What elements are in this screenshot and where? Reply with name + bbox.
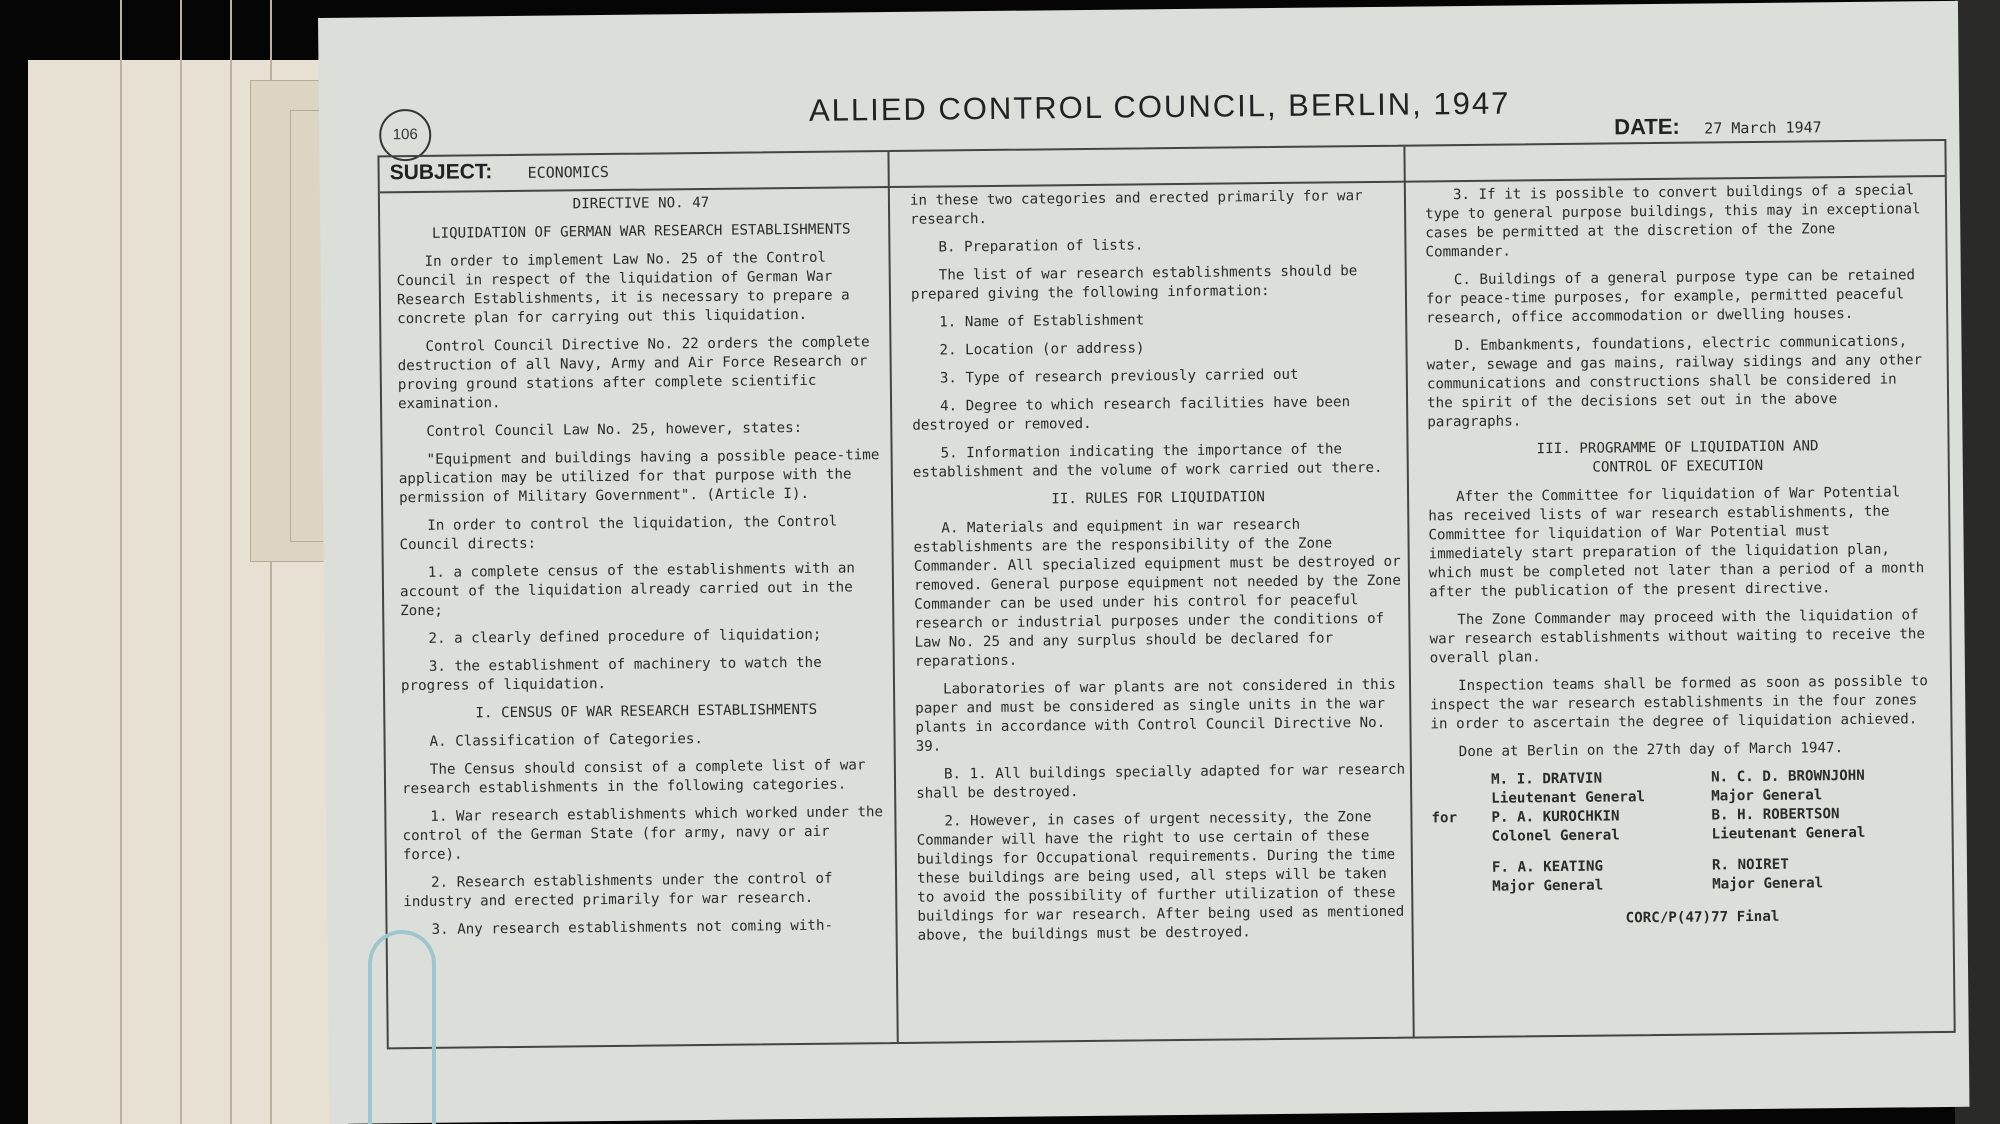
paragraph: Inspection teams shall be formed as soon as possible to inspect the war research establishments in the four zones in order to ascertain the degree of liquidation achieved. [1430, 673, 1928, 733]
signatory-rank: Major General [1711, 787, 1823, 805]
section-heading: I. CENSUS OF WAR RESEARCH ESTABLISHMENTS [475, 701, 818, 722]
paragraph: C. Buildings of a general purpose type can be retained for peace-time purposes, for example, permitted peaceful research, office accommodation or dwelling houses. [1425, 267, 1916, 327]
content-frame [377, 139, 1955, 1049]
quotation: "Equipment and buildings having a possible peace-time application may be utilized for that purpose with the permission of Military Government". (Article I). [398, 447, 880, 507]
paragraph: D. Embankments, foundations, electric communications, water, sewage and gas mains, railway sidings and any other communications and constructions shall be considered in the spirit of the decisions set out in the above paragraphs. [1426, 333, 1923, 431]
list-item: 3. Type of research previously carried out [939, 366, 1299, 387]
document-reference: CORC/P(47)77 Final [1625, 908, 1780, 927]
paragraph: in these two categories and erected primarily for war research. [909, 188, 1363, 228]
column-2 [910, 187, 1408, 955]
paragraph: B. 1. All buildings specially adapted for war research shall be destroyed. [916, 761, 1406, 802]
page-edge [180, 0, 182, 1124]
subject-value: ECONOMICS [527, 162, 610, 182]
paragraph: 3. If it is possible to convert buildings of a special type to general purpose buildings, this may in exceptional cases be permitted at the discretion of the Zone Commander. [1425, 182, 1921, 261]
section-heading: II. RULES FOR LIQUIDATION [1051, 489, 1265, 508]
list-item: 3. Any research establishments not coming with- [431, 917, 834, 938]
directive-number: DIRECTIVE NO. 47 [572, 194, 710, 213]
paragraph: In order to control the liquidation, the Control Council directs: [399, 513, 838, 554]
signature-block [1431, 766, 1932, 897]
date-value: 27 March 1947 [1704, 118, 1822, 138]
signatory-rank: Major General [1712, 875, 1824, 893]
signatory-rank: Lieutenant General [1711, 824, 1866, 843]
list-item: 5. Information indicating the importance of the establishment and the volume of work carried out there. [912, 441, 1383, 481]
paragraph: Laboratories of war plants are not considered in this paper and must be considered as single units in the war plants in accordance with Control Council Directive No. 39. [915, 676, 1396, 755]
list-item: 1. a complete census of the establishments with an account of the liquidation already carried out in the Zone; [399, 560, 855, 620]
list-item: 2. Research establishments under the control of industry and erected primarily for war research. [403, 870, 833, 911]
signatory-rank: Colonel General [1491, 827, 1620, 845]
page-number: 106 [379, 109, 432, 162]
directive-heading: LIQUIDATION OF GERMAN WAR RESEARCH ESTABLISHMENTS [431, 221, 851, 242]
signatory-name: N. C. D. BROWNJOHN [1710, 767, 1865, 786]
signatory-name: B. H. ROBERTSON [1711, 806, 1840, 824]
signatory-rank: Major General [1492, 877, 1604, 895]
subsection-heading: A. Classification of Categories. [429, 731, 703, 750]
list-item: 4. Degree to which research facilities have been destroyed or removed. [912, 394, 1351, 434]
paragraph: Control Council Directive No. 22 orders the complete destruction of all Navy, Army and Air Force Research or proving ground stations after complete scientific examination. [397, 334, 870, 413]
paragraph: Control Council Law No. 25, however, states: [426, 419, 803, 440]
column-3 [1425, 181, 1933, 930]
list-item: 2. Location (or address) [939, 340, 1145, 359]
column-1 [396, 192, 894, 949]
paragraph: In order to implement Law No. 25 of the Control Council in respect of the liquidation of German War Research Establishments, it is necessary to prepare a concrete plan for carrying out this liquidation. [396, 249, 850, 328]
signatory-name: M. I. DRATVIN [1490, 770, 1603, 788]
paragraph: 2. However, in cases of urgent necessity, the Zone Commander will have the right to use certain of these buildings for Occupational requirements. During the time these buildings are being used, all steps will be taken to avoid the possibility of further utilization of these buildings for war research. After being used as mentioned above, the buildings must be destroyed. [916, 809, 1405, 944]
page-title: ALLIED CONTROL COUNCIL, BERLIN, 1947 [808, 85, 1511, 128]
page-edge [120, 0, 122, 1124]
paragraph: The list of war research establishments should be prepared giving the following information: [910, 263, 1358, 303]
signatory-name: R. NOIRET [1711, 856, 1789, 874]
signatory-rank: Lieutenant General [1491, 789, 1646, 807]
paragraph: After the Committee for liquidation of War Potential has received lists of war research establishments, the Committee for liquidation of War Potential must immediately start preparation of the liquidation plan, which must be completed not later than a period of a month after the publication of the present directive. [1428, 484, 1925, 601]
subject-label: SUBJECT: [389, 160, 493, 185]
list-item: 2. a clearly defined procedure of liquidation; [428, 626, 822, 647]
page-edge [230, 0, 232, 1124]
for-label: for [1431, 810, 1458, 827]
paragraph: A. Materials and equipment in war research establishments are the responsibility of the Zone Commander. All specialized equipment must be destroyed or removed. General purpose equipment not needed by the Zone Commander can be used under his control for peaceful research or industrial purposes under the conditions of Law No. 25 and any surplus should be declared for reparations. [913, 516, 1401, 670]
section-heading-cont: CONTROL OF EXECUTION [1592, 457, 1764, 476]
signatory-name: P. A. KUROCHKIN [1491, 808, 1620, 826]
paragraph: The Zone Commander may proceed with the liquidation of war research establishments without waiting to receive the overall plan. [1429, 607, 1926, 667]
section-heading: III. PROGRAMME OF LIQUIDATION AND [1536, 438, 1819, 458]
list-item: 3. the establishment of machinery to watch the progress of liquidation. [400, 654, 822, 695]
date-label: DATE: [1614, 113, 1680, 140]
list-item: 1. Name of Establishment [939, 312, 1145, 331]
document-page [318, 1, 1969, 1124]
string-tie [368, 930, 436, 1124]
done-at-line: Done at Berlin on the 27th day of March 1947. [1458, 740, 1844, 761]
list-item: 1. War research establishments which worked under the control of the German State (for army, navy or air force). [402, 804, 884, 864]
subsection-heading: B. Preparation of lists. [938, 237, 1144, 256]
paragraph: The Census should consist of a complete list of war research establishments in the following categories. [401, 757, 866, 798]
signatory-name: F. A. KEATING [1491, 858, 1604, 876]
